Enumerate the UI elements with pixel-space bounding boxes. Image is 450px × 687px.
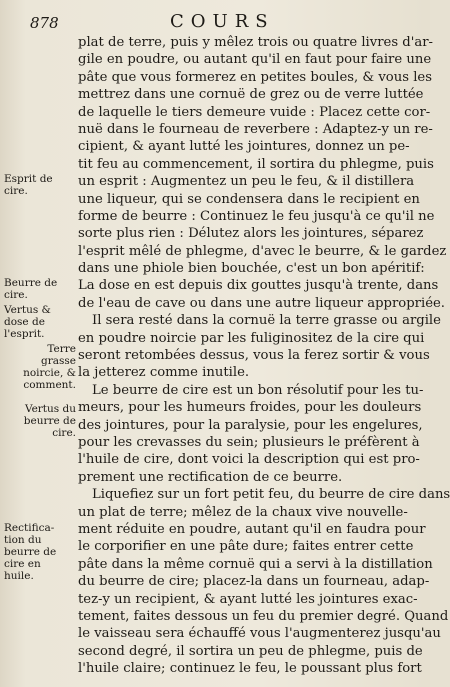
margin-line: Rectifica- bbox=[4, 522, 55, 534]
text-line: plat de terre, puis y mêlez trois ou quatre livres d'ar- bbox=[78, 35, 433, 50]
text-line: seront retombées dessus, vous la ferez sortir & vous bbox=[78, 348, 430, 364]
text-line: La dose en est depuis dix gouttes jusqu'à trente, dans bbox=[78, 278, 439, 294]
text-line: du beurre de cire; placez-la dans un fourneau, adap- bbox=[78, 574, 430, 590]
margin-line: comment. bbox=[23, 379, 76, 391]
text-line: mettrez dans une cornuë de grez ou de verre luttée bbox=[78, 87, 424, 103]
margin-line: Vertus & bbox=[4, 304, 51, 316]
margin-line: tion du bbox=[4, 534, 42, 546]
margin-line: l'esprit. bbox=[4, 328, 45, 340]
margin-line: Esprit de bbox=[4, 173, 53, 185]
text-line: Il sera resté dans la cornuë la terre grasse ou argile bbox=[92, 313, 441, 329]
margin-note-beurre bbox=[4, 277, 76, 301]
text-line: un plat de terre; mêlez de la chaux vive nouvelle- bbox=[78, 504, 408, 520]
text-line: tit feu au commencement, il sortira du phlegme, puis bbox=[78, 156, 434, 172]
text-line: le corporifier en une pâte dure; faites entrer cette bbox=[78, 539, 414, 555]
text-line: pour les crevasses du sein; plusieurs le préfèrent à bbox=[78, 434, 420, 450]
margin-line: huile. bbox=[4, 570, 34, 582]
text-line: cipient, & ayant lutté les jointures, donnez un pe- bbox=[78, 139, 410, 155]
text-line: l'esprit mêlé de phlegme, d'avec le beurre, & le gardez bbox=[78, 243, 447, 259]
page-number: 878 bbox=[30, 14, 59, 32]
text-line: la jetterez comme inutile. bbox=[78, 365, 250, 381]
margin-line: cire. bbox=[52, 427, 76, 439]
text-line: ment réduite en poudre, autant qu'il en faudra pour bbox=[78, 521, 426, 537]
text-line: le vaisseau sera échauffé vous l'augmenterez jusqu'au bbox=[78, 626, 441, 642]
text-line: gile en poudre, ou autant qu'il en faut pour faire une bbox=[78, 52, 432, 68]
margin-line: Vertus du bbox=[24, 403, 76, 415]
margin-line: cire en bbox=[4, 558, 41, 570]
margin-line: beurre de bbox=[4, 546, 57, 558]
text-line: Le beurre de cire est un bon résolutif pour les tu- bbox=[92, 382, 424, 398]
text-line: de laquelle le tiers demeure vuide : Placez cette cor- bbox=[78, 104, 431, 120]
body-text bbox=[78, 34, 450, 677]
margin-line: grasse bbox=[41, 355, 76, 367]
page-header bbox=[0, 10, 430, 36]
margin-line: Beurre de bbox=[4, 277, 58, 289]
text-line: de l'eau de cave ou dans une autre liqueur appropriée. bbox=[78, 295, 446, 311]
text-line: dans une phiole bien bouchée, c'est un bon apéritif: bbox=[78, 261, 425, 277]
margin-line: beurre de bbox=[23, 415, 76, 427]
margin-line: noircie, & bbox=[23, 367, 76, 379]
text-line: nuë dans le fourneau de reverbere : Adaptez-y un re- bbox=[78, 121, 433, 137]
text-line: un esprit : Augmentez un peu le feu, & il distillera bbox=[78, 174, 415, 190]
margin-line: Terre bbox=[47, 343, 76, 355]
text-line: tement, faites dessous un feu du premier degré. Quand bbox=[78, 608, 449, 624]
text-line: meurs, pour les humeurs froides, pour les douleurs bbox=[78, 400, 422, 416]
margin-line: cire. bbox=[4, 289, 28, 301]
text-line: Liquefiez sur un fort petit feu, du beurre de cire dans bbox=[92, 487, 450, 503]
text-line: en poudre noircie par les fuliginositez de la cire qui bbox=[78, 330, 425, 346]
text-line: second degré, il sortira un peu de phlegme, puis de bbox=[78, 643, 423, 659]
text-line: des jointures, pour la paralysie, pour les engelures, bbox=[78, 417, 423, 433]
text-line: tez-y un recipient, & ayant lutté les jointures exac- bbox=[78, 591, 418, 607]
margin-note-terre bbox=[4, 343, 76, 391]
margin-note-vertus-beurre bbox=[4, 403, 76, 439]
margin-note-rectification bbox=[4, 522, 76, 582]
margin-note-vertus bbox=[4, 304, 76, 340]
running-title: COURS bbox=[170, 11, 275, 32]
margin-note-esprit bbox=[4, 173, 76, 197]
text-line: une liqueur, qui se condensera dans le recipient en bbox=[78, 191, 420, 207]
text-line: l'huile claire; continuez le feu, le poussant plus fort bbox=[78, 661, 422, 677]
text-line: pâte dans la même cornuë qui a servi à la distillation bbox=[78, 556, 433, 572]
text-line: forme de beurre : Continuez le feu jusqu'à ce qu'il ne bbox=[78, 208, 435, 224]
text-line: pâte que vous formerez en petites boules, & vous les bbox=[78, 69, 432, 85]
margin-line: cire. bbox=[4, 185, 28, 197]
text-line: prement une rectification de ce beurre. bbox=[78, 469, 343, 485]
text-line: sorte plus rien : Délutez alors les jointures, séparez bbox=[78, 226, 424, 242]
margin-line: dose de bbox=[4, 316, 45, 328]
text-line: l'huile de cire, dont voici la description qui est pro- bbox=[78, 452, 420, 468]
